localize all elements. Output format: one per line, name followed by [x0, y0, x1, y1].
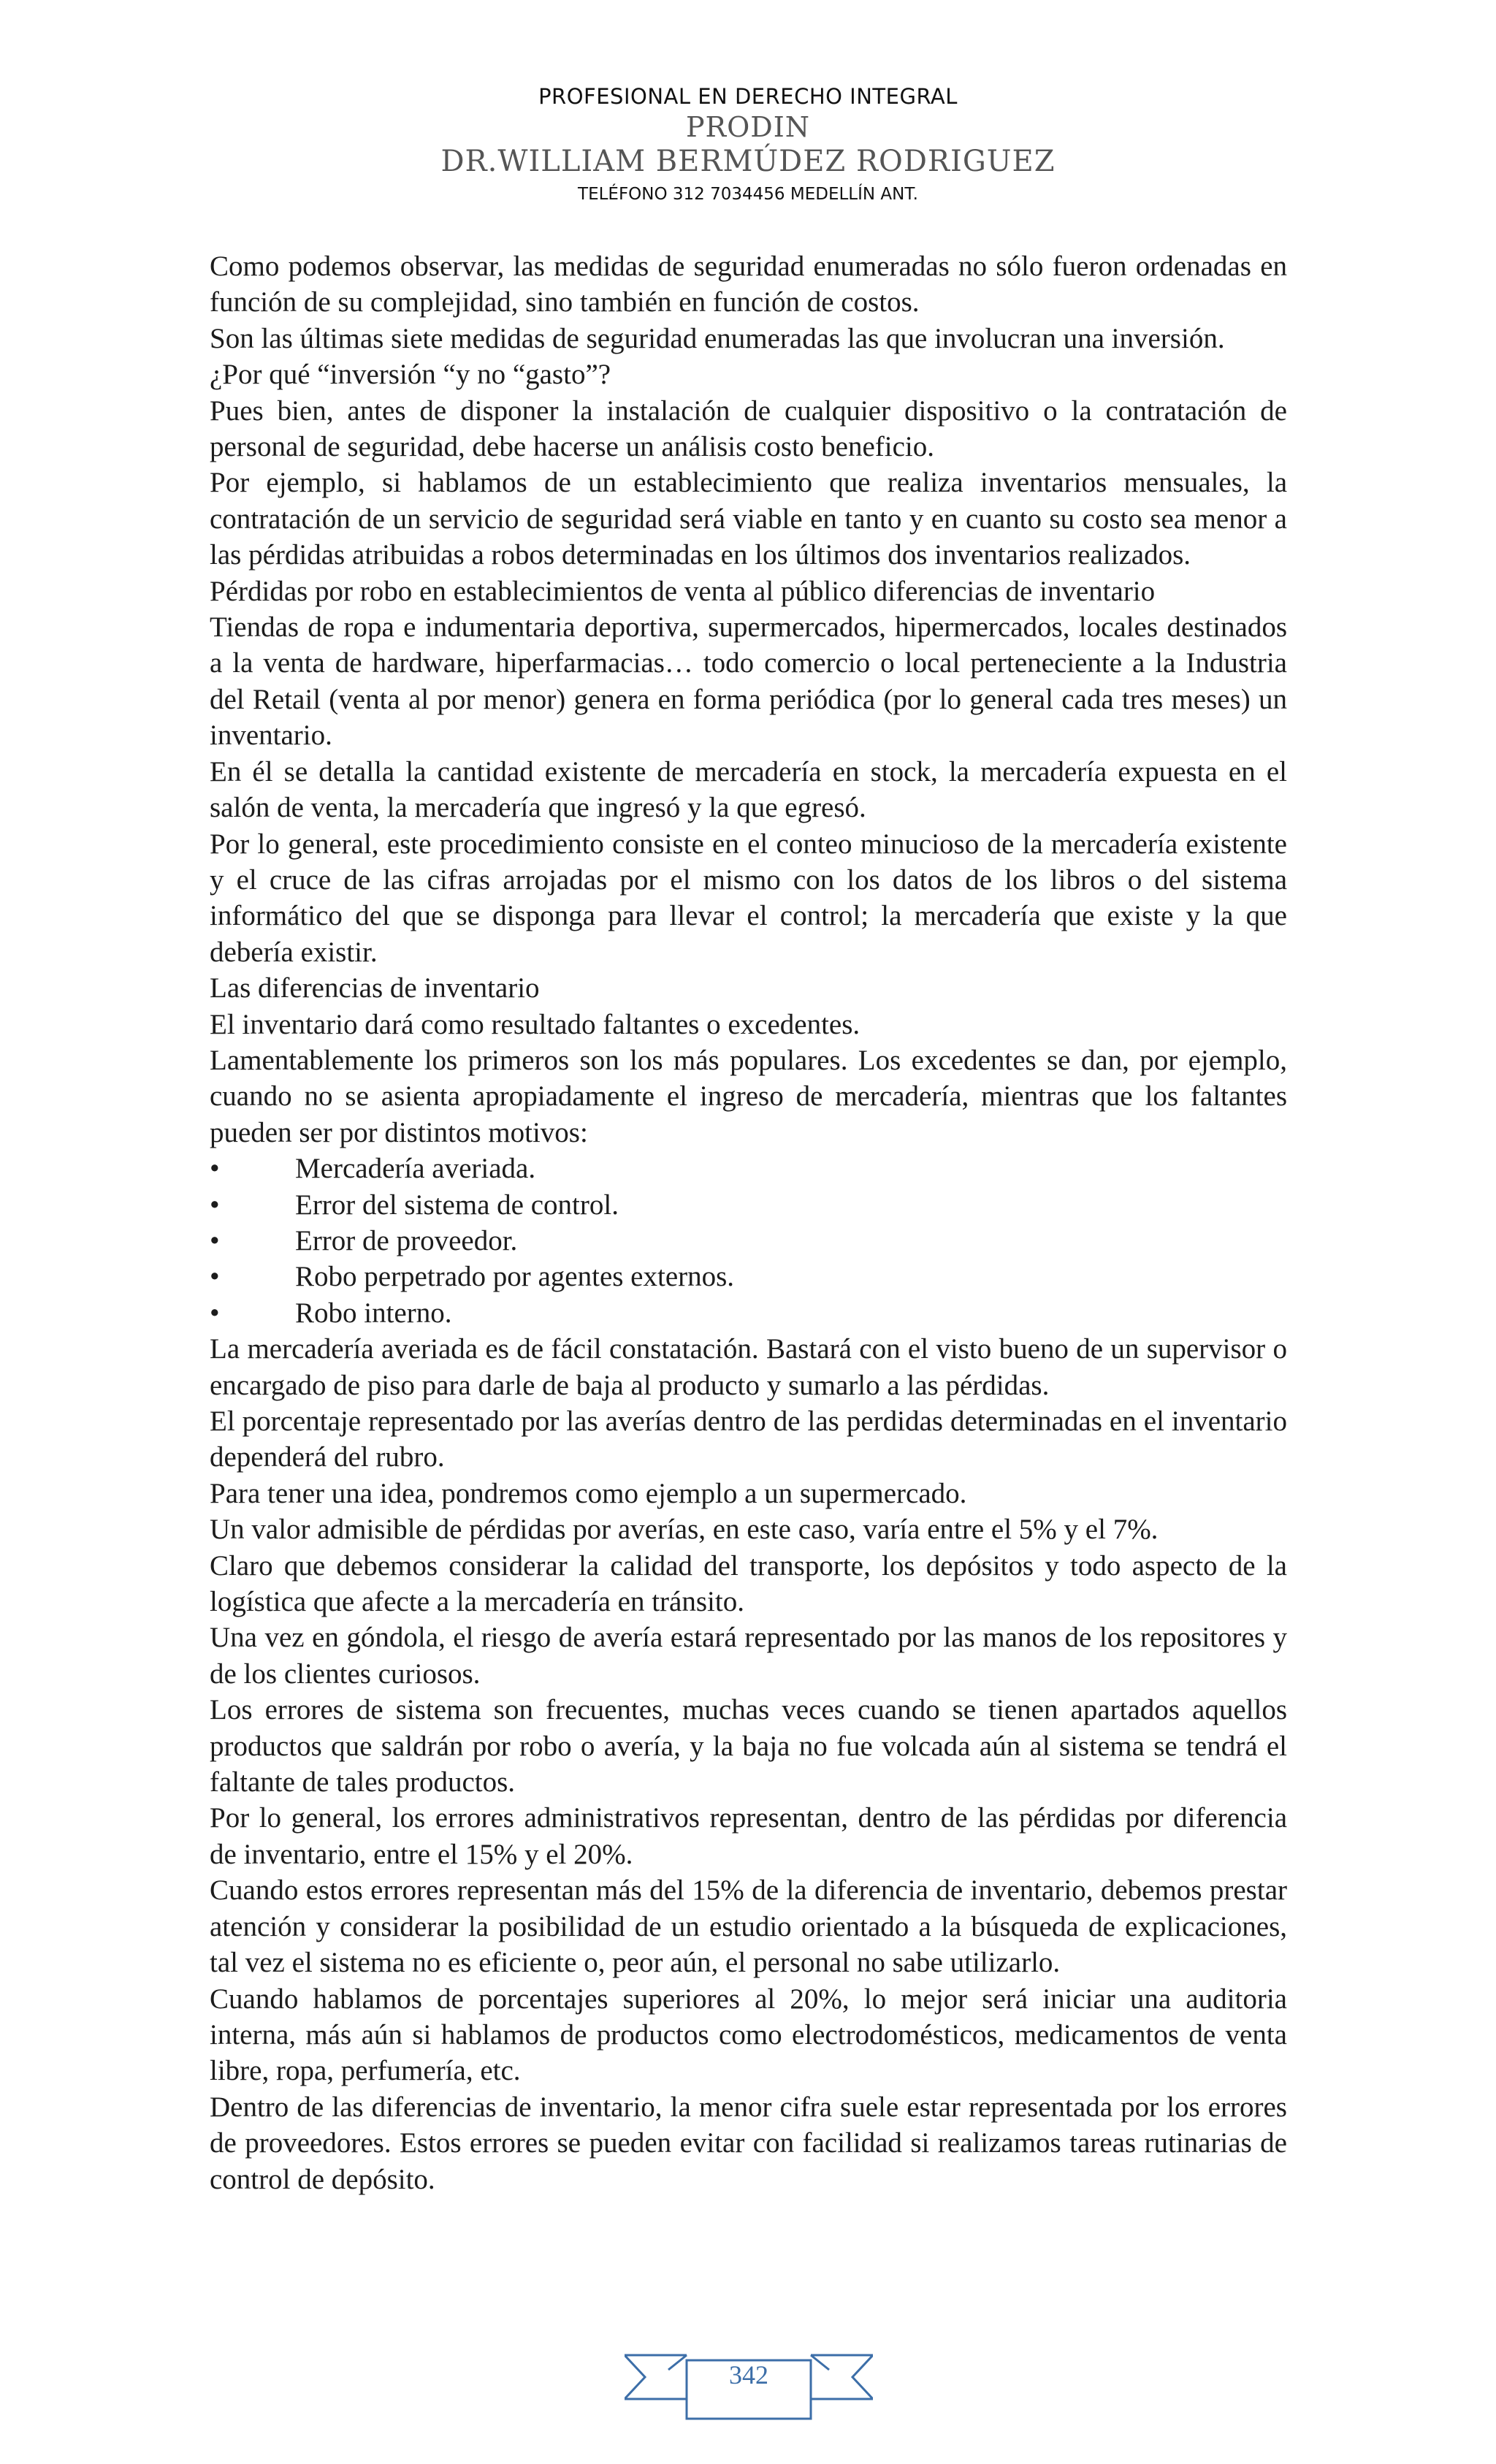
paragraph: Como podemos observar, las medidas de seguridad enumeradas no sólo fueron ordenadas en función de su complejidad, sino también en función de costos.: [210, 251, 1287, 319]
paragraph: El porcentaje representado por las averías dentro de las perdidas determinadas en el inventario dependerá del rubro.: [210, 1405, 1287, 1473]
list-item-text: Robo perpetrado por agentes externos.: [295, 1261, 735, 1293]
list-item-text: Robo interno.: [295, 1297, 452, 1329]
page-body: [210, 248, 1287, 2197]
paragraph: En él se detalla la cantidad existente de mercadería en stock, la mercadería expuesta en el salón de venta, la mercadería que ingresó y la que egresó.: [210, 755, 1287, 824]
paragraph: Tiendas de ropa e indumentaria deportiva, supermercados, hipermercados, locales destinados a la venta de hardware, hiperfarmacias… todo comercio o local perteneciente a la Industria del Retail (venta al por menor) genera en forma periódica (por lo general cada tres meses) un inventario.: [210, 611, 1287, 752]
list-item: [210, 1187, 1287, 1223]
header-profession: PROFESIONAL EN DERECHO INTEGRAL: [538, 84, 958, 109]
page-footer: [625, 2341, 873, 2421]
bullet: •: [210, 1153, 220, 1185]
paragraph: El inventario dará como resultado faltantes o excedentes.: [210, 1008, 860, 1040]
list-item: [210, 1295, 1287, 1331]
paragraph: Por lo general, este procedimiento consiste en el conteo minucioso de la mercadería existente y el cruce de las cifras arrojadas por el mismo con los datos de los libros o del sistema informático del que se disponga para llevar el control; la mercadería que existe y la que debería existir.: [210, 828, 1287, 968]
paragraph: Una vez en góndola, el riesgo de avería estará representado por las manos de los repositores y de los clientes curiosos.: [210, 1622, 1287, 1690]
paragraph: Lamentablemente los primeros son los más populares. Los excedentes se dan, por ejemplo, cuando no se asienta apropiadamente el ingreso de mercadería, mientras que los faltantes pueden ser por distintos motivos:: [210, 1044, 1287, 1148]
paragraph: Dentro de las diferencias de inventario, la menor cifra suele estar representada por los errores de proveedores. Estos errores se pueden evitar con facilidad si realizamos tareas rutinarias de control de depósito.: [210, 2091, 1287, 2195]
paragraph: Un valor admisible de pérdidas por averías, en este caso, varía entre el 5% y el 7%.: [210, 1514, 1159, 1546]
paragraph: Por lo general, los errores administrativos representan, dentro de las pérdidas por diferencia de inventario, entre el 15% y el 20%.: [210, 1802, 1287, 1870]
list-item-text: Error de proveedor.: [295, 1224, 518, 1256]
list-item: [210, 1259, 1287, 1294]
header-contact: TELÉFONO 312 7034456 MEDELLÍN ANT.: [578, 185, 918, 204]
header-author-name: DR.WILLIAM BERMÚDEZ RODRIGUEZ: [440, 145, 1056, 178]
section-heading: Las diferencias de inventario: [210, 972, 540, 1004]
list-item: [210, 1223, 1287, 1259]
header-brand: PRODIN: [685, 111, 811, 143]
paragraph: Cuando estos errores representan más del 15% de la diferencia de inventario, debemos prestar atención y considerar la posibilidad de un estudio orientado a la búsqueda de explicaciones, tal vez el sistema no es eficiente o, peor aún, el personal no sabe utilizarlo.: [210, 1874, 1287, 1979]
paragraph: Por ejemplo, si hablamos de un establecimiento que realiza inventarios mensuales, la contratación de un servicio de seguridad será viable en tanto y en cuanto su costo sea menor a las pérdidas atribuidas a robos determinadas en los últimos dos inventarios realizados.: [210, 467, 1287, 571]
paragraph: La mercadería averiada es de fácil constatación. Bastará con el visto bueno de un supervisor o encargado de piso para darle de baja al producto y sumarlo a las pérdidas.: [210, 1333, 1287, 1401]
paragraph: ¿Por qué “inversión “y no “gasto”?: [210, 359, 611, 391]
paragraph: Son las últimas siete medidas de seguridad enumeradas las que involucran una inversión.: [210, 322, 1225, 354]
paragraph: Los errores de sistema son frecuentes, muchas veces cuando se tienen apartados aquellos productos que saldrán por robo o avería, y la baja no fue volcada aún al sistema se tendrá el faltante de tales productos.: [210, 1694, 1287, 1799]
causes-list: [210, 1151, 1287, 1331]
bullet: •: [210, 1224, 220, 1256]
bullet: •: [210, 1297, 220, 1329]
list-item-text: Mercadería averiada.: [295, 1153, 536, 1185]
paragraph: Pues bien, antes de disponer la instalación de cualquier dispositivo o la contratación de personal de seguridad, debe hacerse un análisis costo beneficio.: [210, 394, 1287, 463]
paragraph: Cuando hablamos de porcentajes superiores al 20%, lo mejor será iniciar una auditoria interna, más aún si hablamos de productos como electrodomésticos, medicamentos de venta libre, ropa, perfumería, etc.: [210, 1983, 1287, 2087]
list-item: [210, 1151, 1287, 1186]
bullet: •: [210, 1189, 220, 1221]
paragraph: Para tener una idea, pondremos como ejemplo a un supermercado.: [210, 1477, 967, 1509]
page-number: 342: [729, 2360, 768, 2389]
page-header: [0, 86, 1496, 203]
list-item-text: Error del sistema de control.: [295, 1189, 619, 1221]
paragraph: Claro que debemos considerar la calidad del transporte, los depósitos y todo aspecto de la logística que afecte a la mercadería en tránsito.: [210, 1549, 1287, 1618]
bullet: •: [210, 1261, 220, 1293]
section-heading: Pérdidas por robo en establecimientos de venta al público diferencias de inventario: [210, 575, 1156, 607]
